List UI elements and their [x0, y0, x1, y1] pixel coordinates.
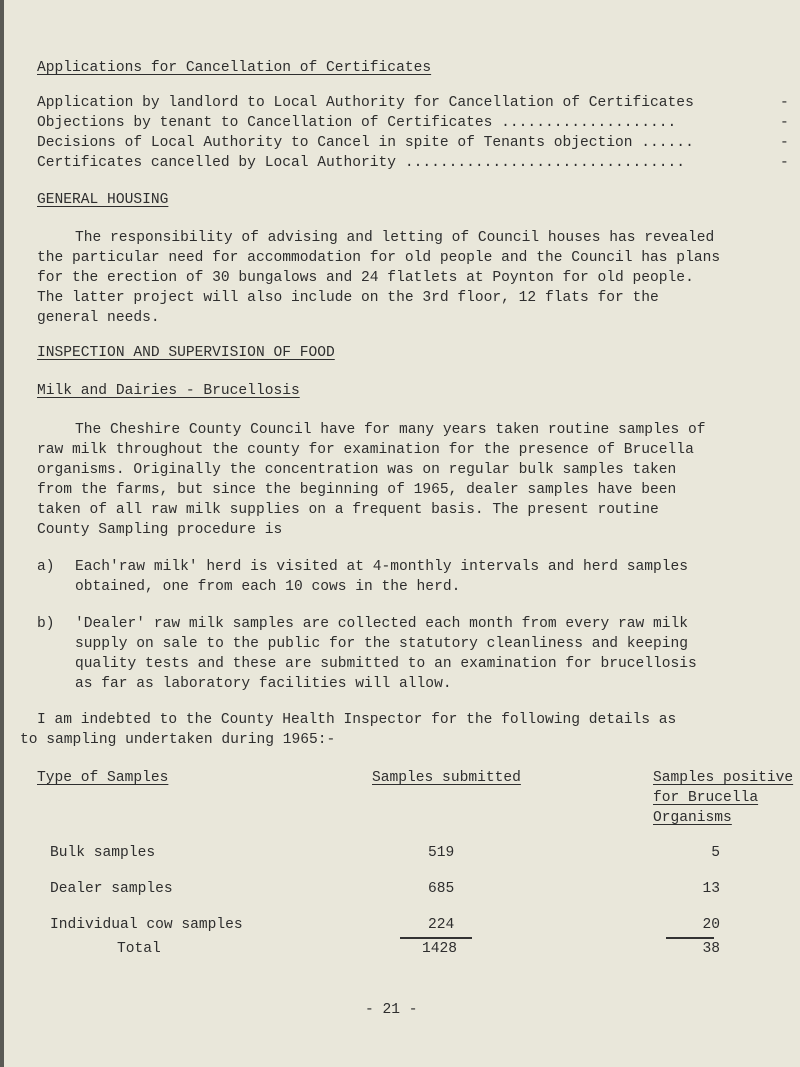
column-header-positive: for Brucella: [653, 790, 759, 806]
paragraph-line: I am indebted to the County Health Inspector for the following details as: [37, 712, 677, 728]
paragraph-line: The responsibility of advising and letting of Council houses has revealed: [75, 230, 715, 246]
cell-type: Bulk samples: [50, 845, 156, 861]
list-item: Objections by tenant to Cancellation of Certificates ....................: [37, 115, 677, 131]
housing-heading: GENERAL HOUSING: [37, 192, 169, 208]
column-header-submitted: Samples submitted: [372, 770, 521, 786]
list-item-value: -: [780, 115, 789, 131]
list-item-value: -: [780, 155, 789, 171]
item-line: supply on sale to the public for the statutory cleanliness and keeping: [75, 636, 689, 652]
paragraph-line: general needs.: [37, 310, 160, 326]
cell-positive: 13: [702, 881, 720, 897]
paragraph-line: County Sampling procedure is: [37, 522, 283, 538]
paragraph-line: raw milk throughout the county for examination for the presence of Brucella: [37, 442, 694, 458]
total-label: Total: [117, 941, 161, 957]
page-number: - 21 -: [365, 1002, 418, 1018]
item-line: quality tests and these are submitted to an examination for brucellosis: [75, 656, 697, 672]
list-item-value: -: [780, 135, 789, 151]
paragraph-line: organisms. Originally the concentration was on regular bulk samples taken: [37, 462, 677, 478]
list-item: Decisions of Local Authority to Cancel in spite of Tenants objection ......: [37, 135, 694, 151]
cell-positive: 20: [702, 917, 720, 933]
column-header-positive: Organisms: [653, 810, 732, 826]
total-submitted: 1428: [422, 941, 458, 957]
paragraph-line: taken of all raw milk supplies on a frequent basis. The present routine: [37, 502, 659, 518]
item-line: obtained, one from each 10 cows in the herd.: [75, 579, 461, 595]
cell-positive: 5: [711, 845, 720, 861]
paragraph-line: for the erection of 30 bungalows and 24 flatlets at Poynton for old people.: [37, 270, 694, 286]
item-line: Each'raw milk' herd is visited at 4-monthly intervals and herd samples: [75, 559, 689, 575]
cell-type: Dealer samples: [50, 881, 173, 897]
list-item: Certificates cancelled by Local Authority ................................: [37, 155, 686, 171]
column-header-positive: Samples positive: [653, 770, 794, 786]
item-line: 'Dealer' raw milk samples are collected each month from every raw milk: [75, 616, 689, 632]
cell-submitted: 685: [428, 881, 455, 897]
paragraph-line: the particular need for accommodation for old people and the Council has plans: [37, 250, 721, 266]
paragraph-line: The Cheshire County Council have for many years taken routine samples of: [75, 422, 706, 438]
item-line: as far as laboratory facilities will allow.: [75, 676, 452, 692]
milk-subheading: Milk and Dairies - Brucellosis: [37, 383, 300, 399]
list-item-value: -: [780, 95, 789, 111]
cell-submitted: 224: [428, 917, 455, 933]
paragraph-line: The latter project will also include on the 3rd floor, 12 flats for the: [37, 290, 659, 306]
cell-submitted: 519: [428, 845, 455, 861]
paragraph-line: from the farms, but since the beginning of 1965, dealer samples have been: [37, 482, 677, 498]
food-heading: INSPECTION AND SUPERVISION OF FOOD: [37, 345, 335, 361]
cancellation-heading: Applications for Cancellation of Certificates: [37, 60, 432, 76]
paragraph-line: to sampling undertaken during 1965:-: [20, 732, 336, 748]
total-positive: 38: [702, 941, 720, 957]
column-header-type: Type of Samples: [37, 770, 169, 786]
item-marker: a): [37, 559, 55, 575]
list-item: Application by landlord to Local Authority for Cancellation of Certificates: [37, 95, 694, 111]
page-edge: [0, 0, 4, 1067]
cell-type: Individual cow samples: [50, 917, 243, 933]
item-marker: b): [37, 616, 55, 632]
